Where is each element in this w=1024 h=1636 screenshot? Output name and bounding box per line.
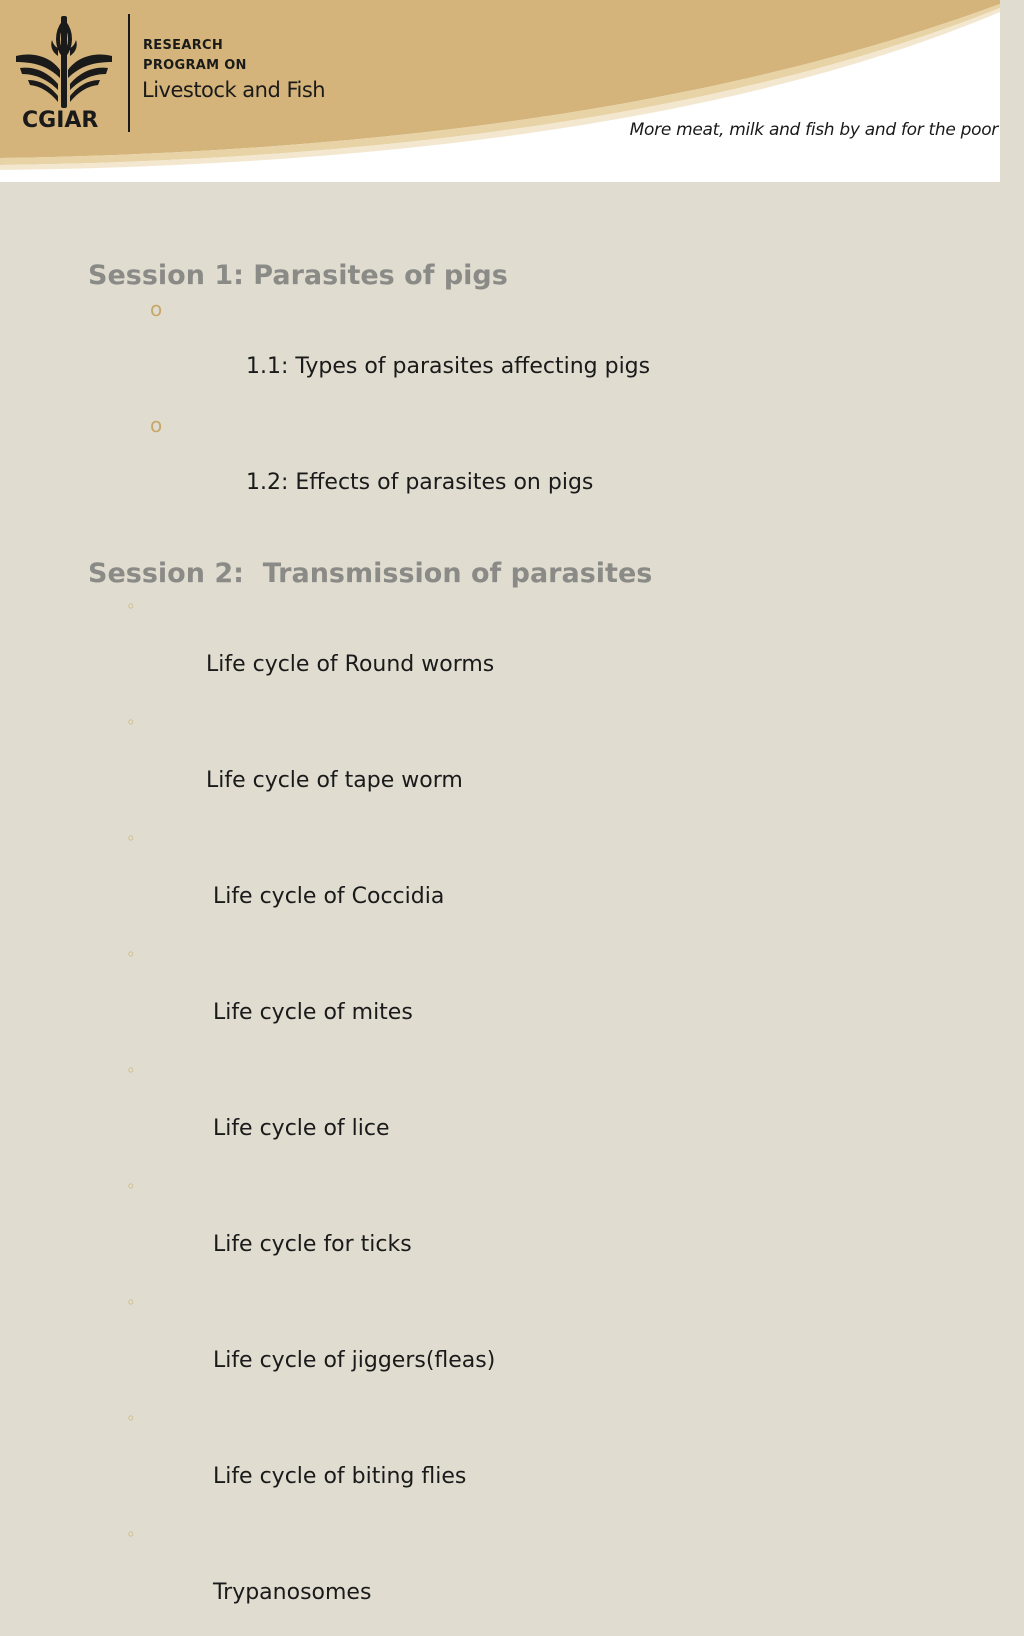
header-banner (0, 0, 1000, 182)
list-item-text: Life cycle of mites (205, 1000, 413, 1025)
slide-content (88, 258, 988, 1636)
list-item (88, 824, 988, 940)
list-item (88, 1404, 988, 1520)
circle-bullet-icon: ◦ (126, 829, 136, 848)
circle-bullet-icon: o (150, 297, 163, 321)
list-item-text: 1.2: Effects of parasites on pigs (245, 470, 594, 495)
list-item (88, 1288, 988, 1404)
circle-bullet-icon: ◦ (126, 1409, 136, 1428)
list-item-text: 1.1: Types of parasites affecting pigs (245, 354, 651, 379)
logo-divider (128, 14, 130, 132)
list-item-text: Life cycle of biting flies (205, 1464, 467, 1489)
list-item (88, 1172, 988, 1288)
list-item (88, 1056, 988, 1172)
circle-bullet-icon: ◦ (126, 1061, 136, 1080)
list-item (88, 1520, 988, 1636)
tagline: More meat, milk and fish by and for the poor (629, 120, 998, 140)
program-line-research: RESEARCH (143, 38, 224, 53)
circle-bullet-icon: ◦ (126, 1293, 136, 1312)
session2-list (88, 592, 988, 1636)
list-item-text: Life cycle of Round worms (205, 652, 495, 677)
list-item (88, 410, 988, 526)
session1-title: Session 1: Parasites of pigs (88, 260, 508, 291)
list-item (88, 294, 988, 410)
circle-bullet-icon: o (150, 413, 163, 437)
list-item-text: Life cycle of lice (205, 1116, 390, 1141)
list-item-text: Life cycle for ticks (205, 1232, 412, 1257)
cgiar-wheat-logo-icon (12, 12, 116, 112)
session1-list (88, 294, 988, 526)
program-line-program-on: PROGRAM ON (143, 58, 247, 73)
section-gap (88, 526, 988, 556)
circle-bullet-icon: ◦ (126, 945, 136, 964)
list-item (88, 708, 988, 824)
circle-bullet-icon: ◦ (126, 713, 136, 732)
circle-bullet-icon: ◦ (126, 597, 136, 616)
list-item-text: Trypanosomes (205, 1580, 372, 1605)
list-item (88, 592, 988, 708)
circle-bullet-icon: ◦ (126, 1177, 136, 1196)
list-item-text: Life cycle of jiggers(fleas) (205, 1348, 496, 1373)
circle-bullet-icon: ◦ (126, 1525, 136, 1544)
list-item-text: Life cycle of tape worm (205, 768, 463, 793)
session2-title: Session 2: Transmission of parasites (88, 558, 653, 589)
list-item-text: Life cycle of Coccidia (205, 884, 445, 909)
cgiar-logo-text: CGIAR (22, 108, 99, 133)
program-name: Livestock and Fish (142, 78, 326, 102)
list-item (88, 940, 988, 1056)
